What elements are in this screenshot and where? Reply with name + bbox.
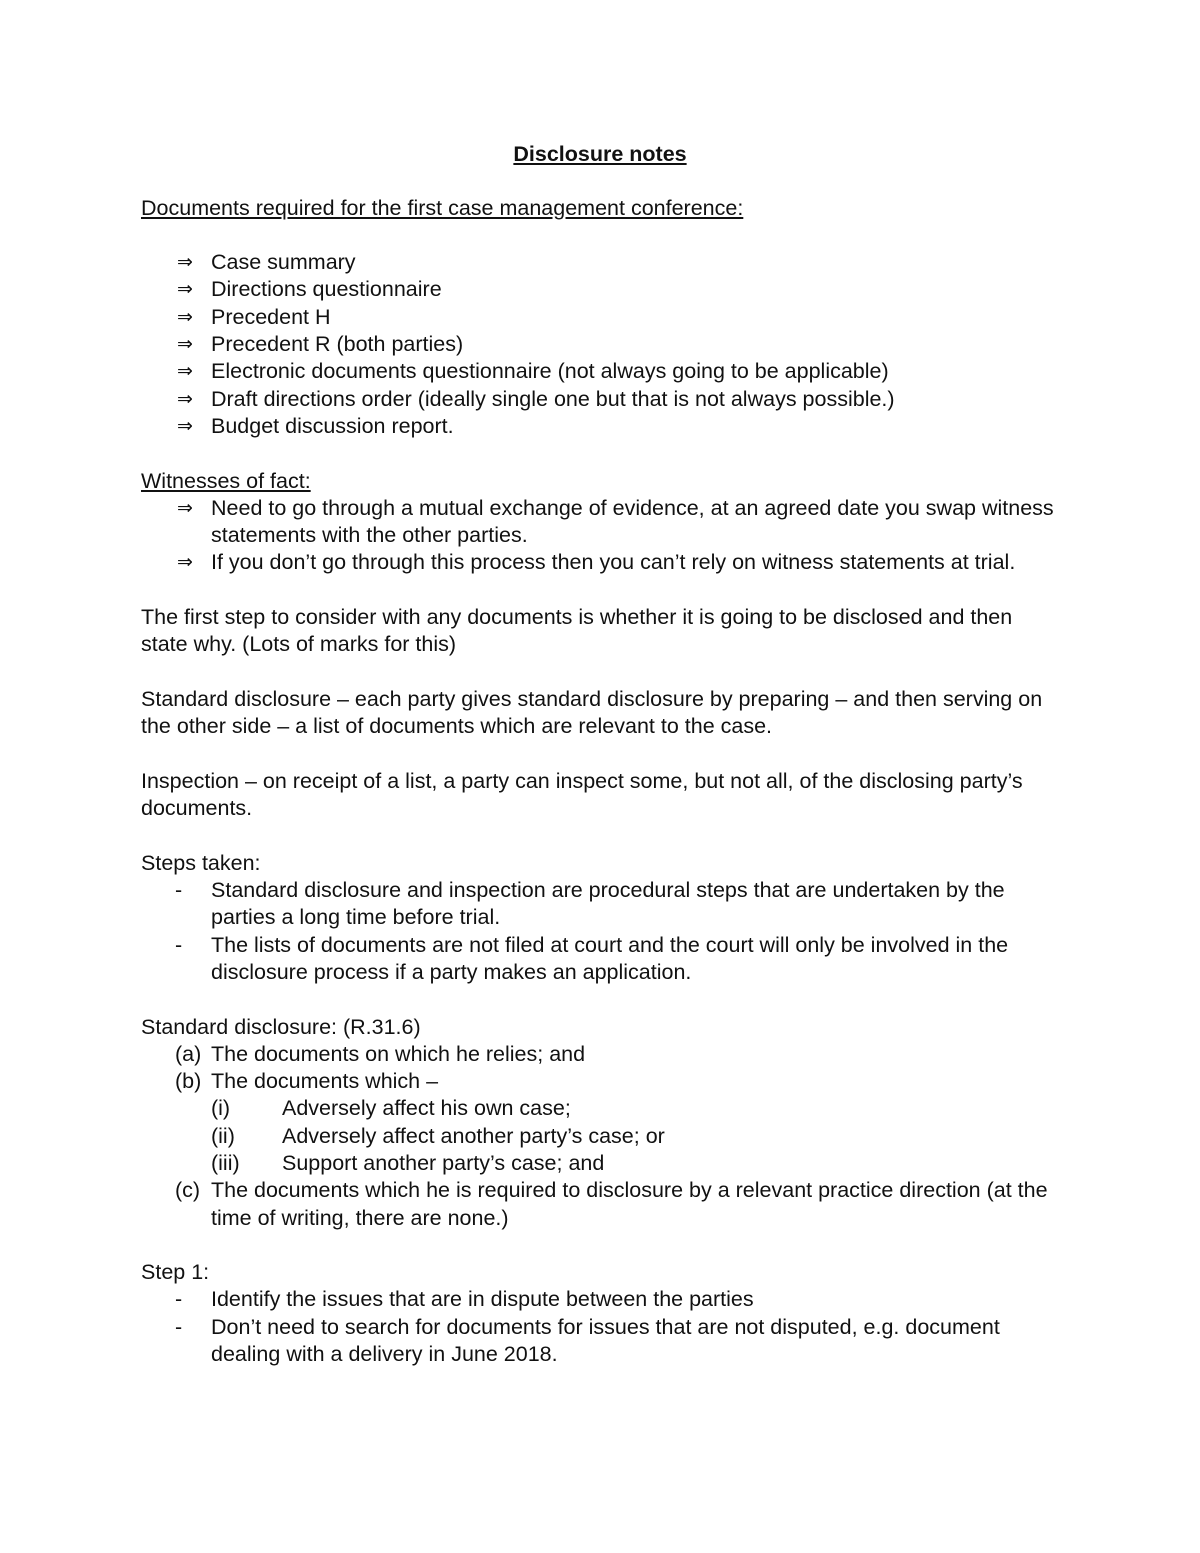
item-label: (iii) (211, 1150, 240, 1175)
item-label: (i) (211, 1096, 231, 1121)
list-item: - Identify the issues that are in dispute between the parties (141, 1286, 1061, 1313)
list-item: ⇒ Electronic documents questionnaire (not always going to be applicable) (141, 358, 1061, 385)
list-item: (c) The documents which he is required to disclosure by a relevant practice direction (at the time of writing, there are none.) (175, 1178, 1048, 1230)
arrow-icon: ⇒ (177, 305, 193, 328)
inspection-paragraph: Inspection – on receipt of a list, a party can inspect some, but not all, of the disclosing party’s documents. (141, 768, 1023, 821)
dash-marker: - (175, 1314, 183, 1339)
standard-disclosure-rule-heading: Standard disclosure: (R.31.6) (141, 1014, 421, 1039)
list-item: ⇒ Need to go through a mutual exchange of evidence, at an agreed date you swap witness statements with the other parties. (177, 495, 1054, 548)
list-item: ⇒ Precedent R (both parties) (141, 331, 1061, 358)
spacer (141, 986, 1061, 1013)
dash-marker: - (175, 1287, 183, 1312)
list-item: ⇒ If you don’t go through this process then you can’t rely on witness statements at trial. (141, 549, 1061, 576)
item-label: (a) (175, 1041, 202, 1066)
arrow-icon: ⇒ (177, 496, 193, 519)
spacer (141, 222, 1061, 249)
step-1-list (141, 1286, 1061, 1368)
documents-list (141, 249, 1061, 440)
spacer (141, 822, 1061, 849)
spacer (141, 659, 1061, 686)
list-item: ⇒ Directions questionnaire (141, 276, 1061, 303)
first-step-paragraph: The first step to consider with any documents is whether it is going to be disclosed and then state why. (Lots of marks for this) (141, 605, 1013, 657)
list-item: ⇒ Case summary (141, 249, 1061, 276)
arrow-icon: ⇒ (177, 251, 193, 274)
list-item: ⇒ Draft directions order (ideally single one but that is not always possible.) (141, 386, 1061, 413)
item-label: (c) (175, 1178, 201, 1203)
standard-disclosure-rule-list-continued (141, 1177, 1061, 1232)
list-item: (b) The documents which – (141, 1068, 1061, 1095)
step-1-heading: Step 1: (141, 1260, 210, 1285)
dash-marker: - (175, 932, 183, 957)
dash-marker: - (175, 878, 183, 903)
spacer (141, 741, 1061, 768)
standard-disclosure-sub-list (141, 1095, 1061, 1177)
page-title: Disclosure notes (513, 142, 687, 166)
spacer (141, 577, 1061, 604)
item-label: (ii) (211, 1123, 235, 1148)
list-item: ⇒ Budget discussion report. (141, 413, 1061, 440)
list-item: (ii) Adversely affect another party’s case; or (141, 1123, 1061, 1150)
list-item: (a) The documents on which he relies; and (141, 1041, 1061, 1068)
arrow-icon: ⇒ (177, 387, 193, 410)
steps-taken-heading: Steps taken: (141, 850, 261, 875)
list-item: (i) Adversely affect his own case; (141, 1095, 1061, 1122)
document-page (141, 141, 1061, 1368)
witnesses-list (141, 495, 1061, 577)
arrow-icon: ⇒ (177, 414, 193, 437)
arrow-icon: ⇒ (177, 360, 193, 383)
arrow-icon: ⇒ (177, 551, 193, 574)
spacer (141, 440, 1061, 467)
spacer (141, 1232, 1061, 1259)
documents-heading: Documents required for the first case management conference: (141, 195, 744, 220)
item-label: (b) (175, 1069, 202, 1094)
standard-disclosure-rule-list (141, 1041, 1061, 1096)
list-item: (iii) Support another party’s case; and (141, 1150, 1061, 1177)
steps-taken-list (141, 877, 1061, 986)
standard-disclosure-paragraph: Standard disclosure – each party gives standard disclosure by preparing – and then serving on the other side – a list of documents which are relevant to the case. (141, 686, 1043, 739)
list-item: ⇒ Precedent H (141, 304, 1061, 331)
list-item: - Don’t need to search for documents for issues that are not disputed, e.g. document dealing with a delivery in June 2018. (175, 1314, 1000, 1367)
witnesses-heading: Witnesses of fact: (141, 468, 311, 493)
arrow-icon: ⇒ (177, 333, 193, 356)
list-item: - The lists of documents are not filed at court and the court will only be involved in the disclosure process if a party makes an application. (175, 932, 1009, 984)
arrow-icon: ⇒ (177, 278, 193, 301)
list-item: - Standard disclosure and inspection are procedural steps that are undertaken by the parties a long time before trial. (175, 878, 1005, 930)
